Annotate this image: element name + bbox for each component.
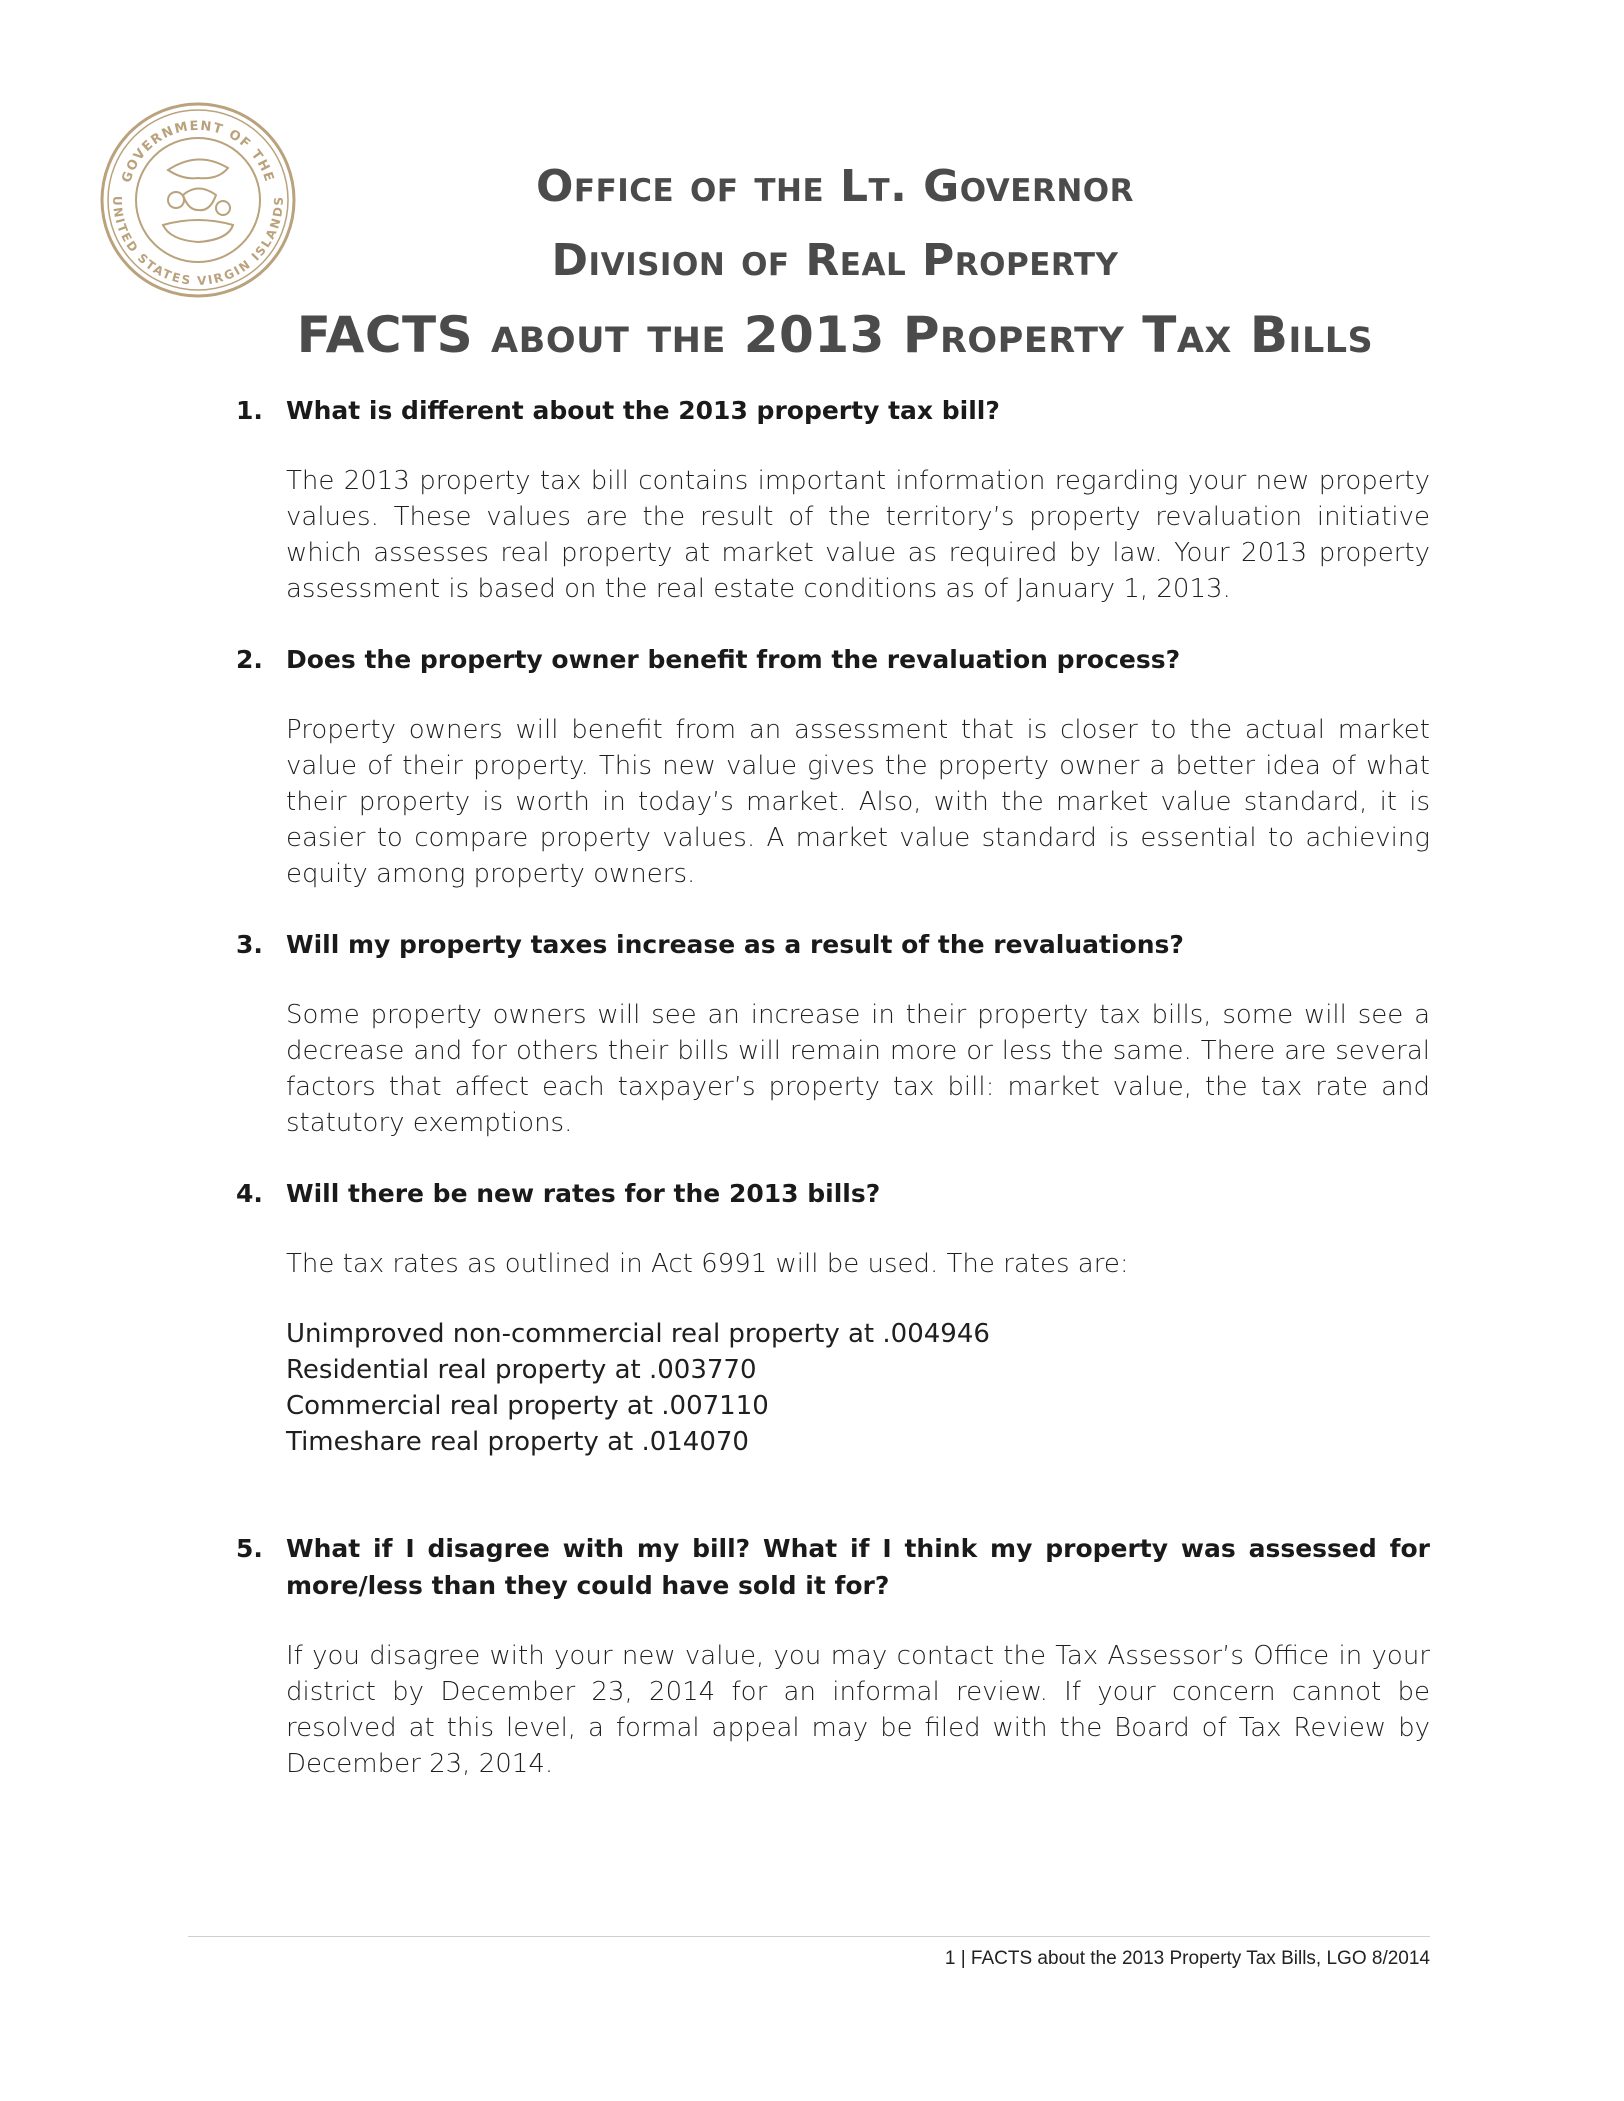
faq-answer: [286, 1638, 1430, 1782]
faq-question: [236, 1175, 1430, 1212]
question-number: 5.: [236, 1534, 263, 1563]
answer-text: The tax rates as outlined in Act 6991 will be used. The rates are:: [286, 1249, 1129, 1279]
question-number: 2.: [236, 645, 263, 674]
footer-divider: [188, 1936, 1430, 1937]
list-item: Unimproved non-commercial real property at .004946: [286, 1319, 990, 1349]
title-line-3: FACTS about the 2013 Property Tax Bills: [296, 306, 1374, 364]
page-footer: 1 | FACTS about the 2013 Property Tax Bills, LGO 8/2014: [944, 1948, 1430, 1969]
page-title: [260, 150, 1410, 372]
question-number: 3.: [236, 930, 263, 959]
faq-answer: [286, 712, 1430, 892]
answer-text: Some property owners will see an increase in their property tax bills, some will see a decrease and for others their bills will remain more or less the same. There are several factors that affect each taxpayer’s property tax bill: market value, the tax rate and statutory exemptions.: [286, 1000, 1430, 1138]
list-item: Timeshare real property at .014070: [286, 1427, 749, 1457]
faq-body: [236, 392, 1430, 1782]
question-text: What is different about the 2013 property tax bill?: [286, 396, 1000, 425]
answer-text: Property owners will benefit from an assessment that is closer to the actual market value of their property. This new value gives the property owner a better idea of what their property is worth in today’s market. Also, with the market value standard, it is easier to compare property values. A market value standard is essential to achieving equity among property owners.: [286, 715, 1430, 889]
faq-question: [236, 392, 1430, 429]
title-line-2: Division of Real Property: [551, 235, 1119, 286]
answer-text: The 2013 property tax bill contains important information regarding your new property values. These values are the result of the territory’s property revaluation initiative which assesses real property at market value as required by law. Your 2013 property assessment is based on the real estate conditions as of January 1, 2013.: [286, 466, 1430, 604]
question-number: 1.: [236, 396, 263, 425]
faq-question: [236, 641, 1430, 678]
faq-answer: [286, 997, 1430, 1141]
title-line-1: Office of the Lt. Governor: [535, 161, 1135, 212]
faq-answer: [286, 463, 1430, 607]
faq-question: [236, 1530, 1430, 1604]
seal-top-text: GOVERNMENT OF THE: [119, 118, 277, 185]
question-text: Will there be new rates for the 2013 bills?: [286, 1179, 881, 1208]
list-item: Residential real property at .003770: [286, 1355, 757, 1385]
question-text: Will my property taxes increase as a result of the revaluations?: [286, 930, 1184, 959]
question-text: Does the property owner benefit from the revaluation process?: [286, 645, 1181, 674]
faq-answer: [286, 1246, 1430, 1282]
seal-bottom-text: UNITED STATES VIRGIN ISLANDS: [110, 195, 286, 288]
faq-question: [236, 926, 1430, 963]
question-text: What if I disagree with my bill? What if I think my property was assessed for more/less than they could have sold it for?: [286, 1534, 1430, 1600]
answer-text: If you disagree with your new value, you may contact the Tax Assessor’s Office in your district by December 23, 2014 for an informal review. If your concern cannot be resolved at this level, a formal appeal may be filed with the Board of Tax Review by December 23, 2014.: [286, 1641, 1430, 1779]
question-number: 4.: [236, 1179, 263, 1208]
list-item: Commercial real property at .007110: [286, 1391, 769, 1421]
tax-rates-list: [286, 1316, 1430, 1460]
